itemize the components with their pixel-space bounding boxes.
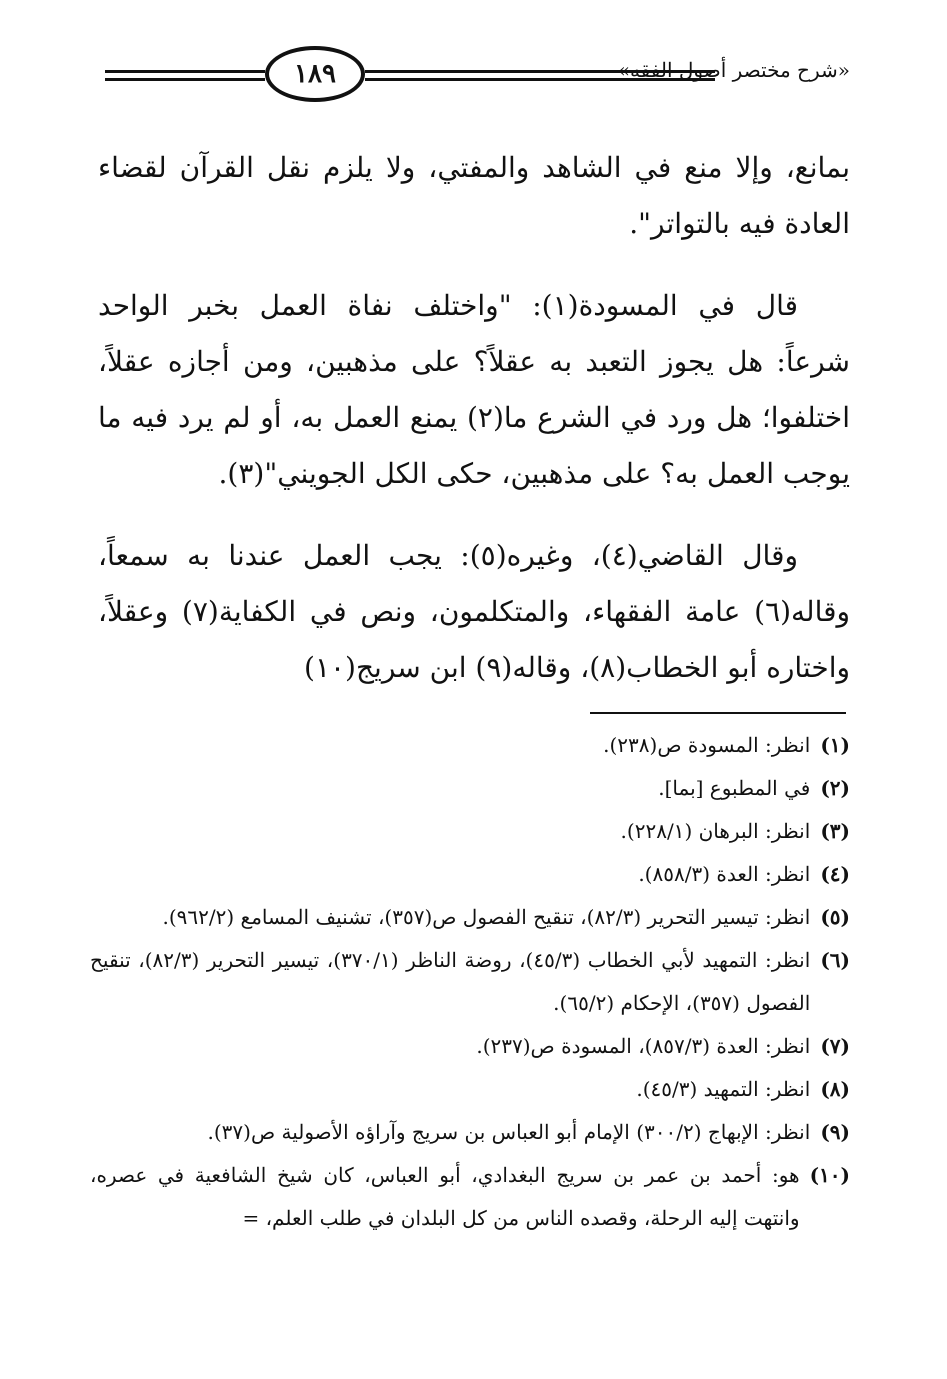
footnote-number: (٧)	[820, 1034, 850, 1058]
footnote-number: (٢)	[820, 776, 850, 800]
footnote-number: (١٠)	[809, 1163, 850, 1187]
page-header	[95, 40, 850, 120]
footnote-text: انظر: العدة (٨٥٨/٣).	[638, 862, 811, 886]
footnote-separator	[590, 712, 846, 714]
footnote-number: (٦)	[820, 948, 850, 972]
footnote	[90, 810, 850, 853]
footnote-text: انظر: تيسير التحرير (٨٢/٣)، تنقيح الفصول ص(٣٥٧)، تشنيف المسامع (٩٦٢/٢).	[162, 905, 811, 929]
footnote-text: انظر: العدة (٨٥٧/٣)، المسودة ص(٢٣٧).	[476, 1034, 811, 1058]
footnote-text: انظر: البرهان (٢٢٨/١).	[620, 819, 811, 843]
footnote-number: (٩)	[820, 1120, 850, 1144]
footnote-text: هو: أحمد بن عمر بن سريج البغدادي، أبو العباس، كان شيخ الشافعية في عصره، وانتهت إليه الرحلة، وقصده الناس من كل البلدان في طلب العلم، =	[90, 1163, 800, 1230]
footnote	[90, 1025, 850, 1068]
paragraph: بمانع، وإلا منع في الشاهد والمفتي، ولا يلزم نقل القرآن لقضاء العادة فيه بالتواتر".	[98, 151, 850, 240]
footnote-number: (٨)	[820, 1077, 850, 1101]
main-text	[98, 140, 850, 722]
footnote	[90, 939, 850, 1025]
footnote	[90, 1111, 850, 1154]
paragraph: قال في المسودة(١): "واختلف نفاة العمل بخبر الواحد شرعاً: هل يجوز التعبد به عقلاً؟ على مذهبين، ومن أجازه عقلاً، اختلفوا؛ هل ورد في الشرع ما(٢) يمنع العمل به، أو لم يرد فيه ما يوجب العمل به؟ على مذهبين، حكى الكل الجويني"(٣).	[98, 289, 850, 490]
footnotes	[90, 724, 850, 1240]
footnote	[90, 853, 850, 896]
running-title: «شرح مختصر أصول الفقه»	[617, 58, 850, 82]
footnote-text: انظر: التمهيد لأبي الخطاب (٤٥/٣)، روضة الناظر (٣٧٠/١)، تيسير التحرير (٨٢/٣)، تنقيح الفصول (٣٥٧)، الإحكام (٦٥/٢).	[90, 948, 811, 1015]
header-rule	[105, 70, 265, 73]
footnote	[90, 896, 850, 939]
footnote-number: (٥)	[820, 905, 850, 929]
footnote	[90, 1068, 850, 1111]
footnote-number: (١)	[820, 733, 850, 757]
page-number: ١٨٩	[265, 46, 365, 102]
footnote-number: (٣)	[820, 819, 850, 843]
footnote	[90, 767, 850, 810]
footnote-text: في المطبوع [بما].	[658, 776, 811, 800]
header-rule	[105, 78, 265, 81]
footnote	[90, 724, 850, 767]
footnote-text: انظر: الإبهاج (٣٠٠/٢) الإمام أبو العباس بن سريج وآراؤه الأصولية ص(٣٧).	[207, 1120, 811, 1144]
footnote-text: انظر: التمهيد (٤٥/٣).	[636, 1077, 811, 1101]
paragraph: وقال القاضي(٤)، وغيره(٥): يجب العمل عندنا به سمعاً، وقاله(٦) عامة الفقهاء، والمتكلمون، ونص في الكفاية(٧) وعقلاً، واختاره أبو الخطاب(٨)، وقاله(٩) ابن سريج(١٠)	[98, 539, 851, 684]
footnote-number: (٤)	[820, 862, 850, 886]
footnote-text: انظر: المسودة ص(٢٣٨).	[603, 733, 811, 757]
footnote	[90, 1154, 850, 1240]
